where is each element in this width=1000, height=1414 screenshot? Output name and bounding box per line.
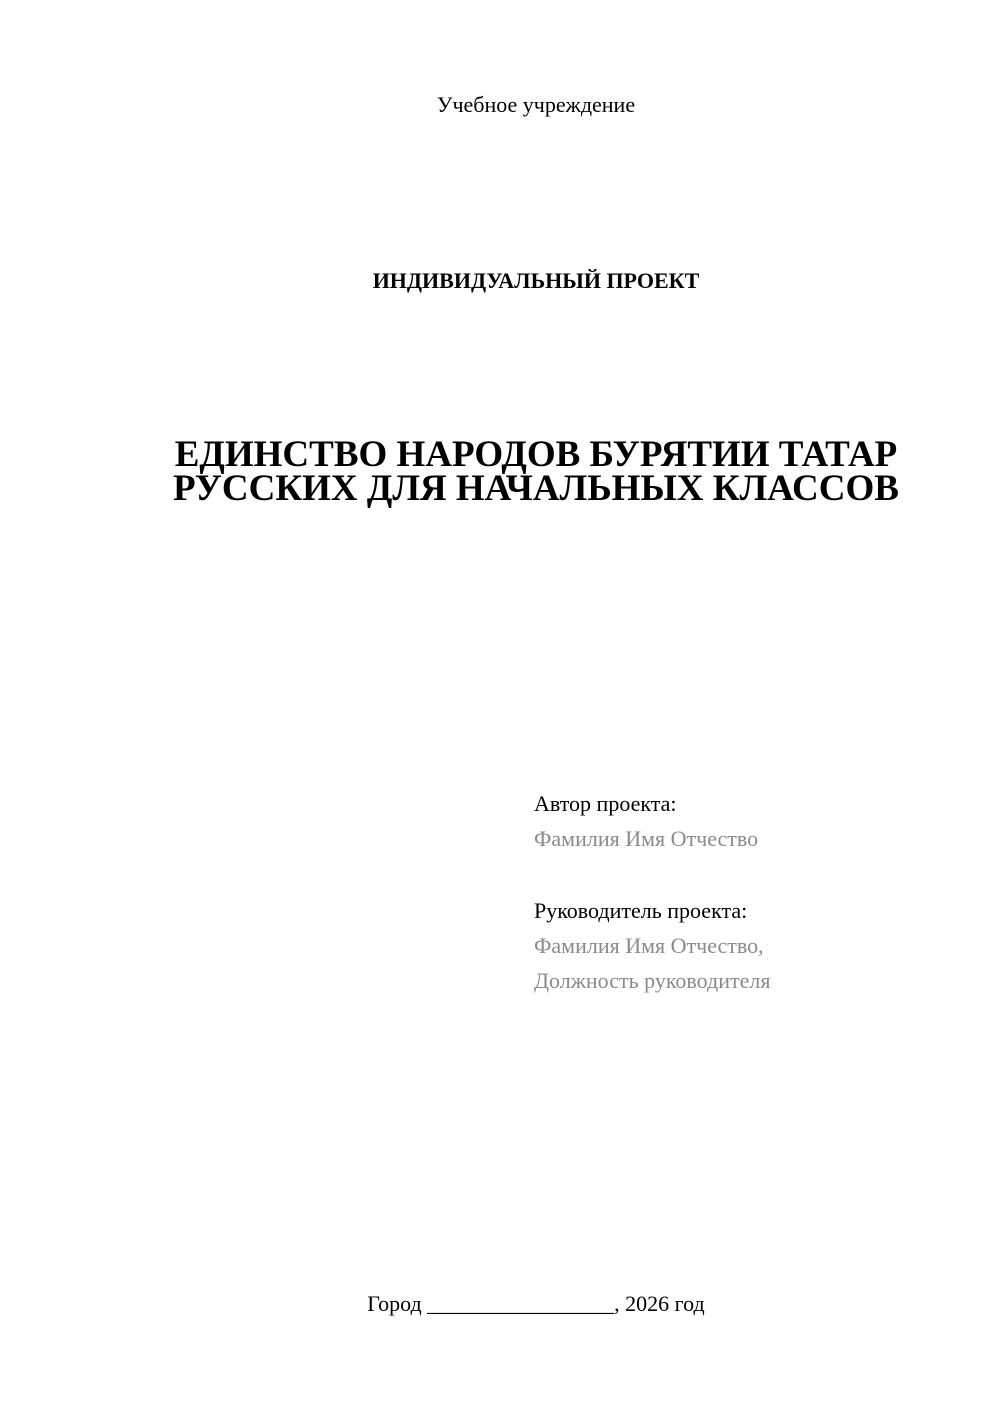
project-title: [120, 434, 952, 509]
city-year-footer: Город _________________, 2026 год: [367, 1291, 705, 1316]
project-type: ИНДИВИДУАЛЬНЫЙ ПРОЕКТ: [372, 268, 700, 293]
author-label: Автор проекта:: [534, 791, 677, 816]
project-title-line-1: ЕДИНСТВО НАРОДОВ БУРЯТИИ ТАТАР: [174, 434, 898, 475]
supervisor-position: Должность руководителя: [534, 968, 771, 993]
supervisor-name: Фамилия Имя Отчество,: [534, 933, 764, 958]
project-title-line-2: РУССКИХ ДЛЯ НАЧАЛЬНЫХ КЛАССОВ: [173, 468, 899, 509]
author-name: Фамилия Имя Отчество: [534, 826, 759, 851]
supervisor-label: Руководитель проекта:: [534, 898, 748, 923]
institution-name: Учебное учреждение: [436, 92, 636, 117]
